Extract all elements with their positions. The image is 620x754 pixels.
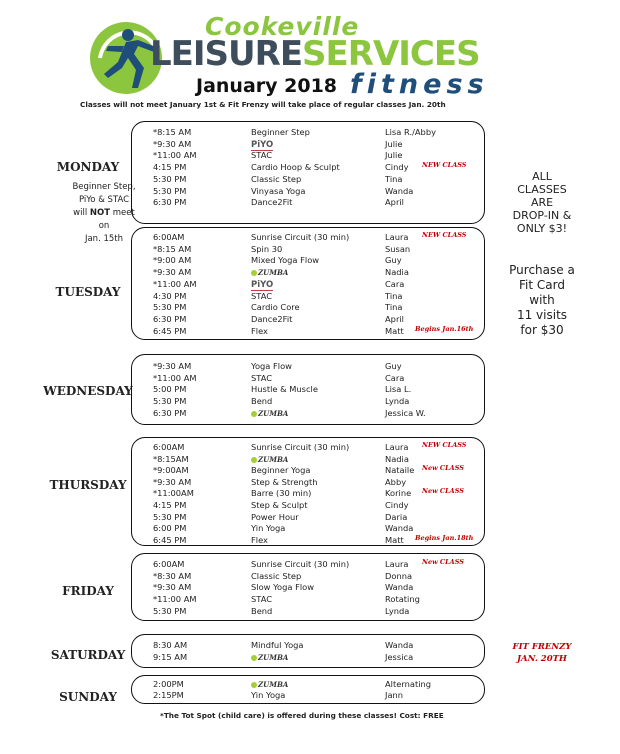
instructor-name: Alternating — [385, 679, 432, 689]
side-line: ALL — [532, 170, 552, 183]
schedule-row — [132, 174, 484, 185]
side-line: DROP-IN & — [512, 209, 572, 222]
class-time: 6:00 PM — [153, 523, 187, 534]
schedule-row — [132, 197, 484, 208]
class-name: Flex — [251, 534, 268, 545]
zumba-text: ZUMBA — [258, 408, 289, 418]
instructor-name: Wanda — [385, 582, 414, 593]
class-time: *11:00 AM — [153, 594, 197, 605]
class-time: *8:30 AM — [153, 570, 192, 581]
class-time: 5:30 PM — [153, 185, 187, 196]
schedule-row — [132, 582, 484, 593]
instructor-name: Nataile — [385, 465, 415, 476]
class-name: Yin Yoga — [251, 690, 286, 700]
instructor-name: Susan — [385, 243, 411, 254]
day-label-monday: MONDAY — [56, 160, 120, 174]
class-name: Hustle & Muscle — [251, 384, 318, 395]
instructor-name: Guy — [385, 361, 402, 371]
instructor-name: Korine — [385, 488, 412, 499]
instructor-name: Wanda — [385, 640, 414, 650]
class-time: 6:00AM — [153, 232, 185, 242]
class-name: Classic Step — [251, 570, 302, 581]
closure-notice: Classes will not meet January 1st & Fit Frenzy will take place of regular classes Jan. 20th — [80, 100, 446, 109]
class-time: 2:00PM — [153, 679, 184, 689]
piyo-logo: PiYO — [251, 279, 274, 290]
monday-note-text: will — [73, 208, 90, 218]
class-name: STAC — [251, 290, 273, 301]
class-name — [251, 454, 288, 465]
instructor-name: Lisa R./Abby — [385, 127, 436, 137]
instructor-name: April — [385, 313, 404, 324]
schedule-row — [132, 594, 484, 605]
class-time: *11:00 AM — [153, 150, 197, 161]
class-name: Mindful Yoga — [251, 640, 304, 650]
class-name: Bend — [251, 605, 273, 616]
class-time: *11:00AM — [153, 488, 194, 499]
class-time: 4:15 PM — [153, 162, 187, 173]
instructor-name: Laura — [385, 442, 409, 452]
monday-note-line: on — [98, 221, 110, 231]
day-label-saturday: SATURDAY — [50, 648, 126, 662]
schedule-row — [132, 679, 484, 690]
instructor-name: Matt — [385, 325, 404, 336]
class-time: *8:15 AM — [153, 127, 192, 137]
schedule-date: January 2018 — [196, 75, 338, 97]
schedule-box-saturday — [131, 634, 485, 668]
class-time: 5:30 PM — [153, 302, 187, 313]
class-time: 6:00AM — [153, 442, 185, 452]
instructor-name: Jessica W. — [385, 407, 426, 418]
instructor-name: Tina — [385, 302, 403, 313]
side-line: Fit Card — [519, 278, 565, 292]
frenzy-line: FIT FRENZY — [512, 642, 572, 652]
class-time: 2:15PM — [153, 690, 184, 700]
class-note-badge: New CLASS — [422, 558, 464, 566]
class-time: 9:15 AM — [153, 651, 188, 662]
schedule-row — [132, 291, 484, 302]
class-note-badge: NEW CLASS — [422, 161, 467, 170]
schedule-row — [132, 535, 484, 546]
instructor-name: Laura — [385, 232, 409, 242]
side-line: Purchase a — [509, 263, 575, 277]
class-time: 5:30 PM — [153, 173, 187, 184]
class-name — [251, 279, 273, 291]
schedule-row — [132, 396, 484, 407]
side-line: CLASSES — [517, 183, 567, 196]
schedule-row — [132, 186, 484, 197]
instructor-name: April — [385, 197, 404, 208]
schedule-row — [132, 232, 484, 243]
class-time: *9:30 AM — [153, 138, 192, 149]
schedule-row — [132, 244, 484, 255]
instructor-name: Lynda — [385, 605, 410, 616]
zumba-logo — [251, 652, 288, 663]
instructor-name: Tina — [385, 173, 403, 184]
frenzy-line: JAN. 20TH — [517, 654, 567, 664]
side-line: for $30 — [520, 323, 564, 337]
class-time: *11:00 AM — [153, 372, 197, 383]
class-name: Step & Sculpt — [251, 500, 308, 510]
zumba-logo — [251, 679, 288, 690]
class-time: 6:30 PM — [153, 313, 187, 324]
zumba-dot-icon — [251, 457, 257, 463]
instructor-name: Nadia — [385, 267, 409, 278]
class-note-badge: NEW CLASS — [422, 231, 467, 239]
class-note-badge: Begins Jan.18th — [415, 533, 474, 542]
class-time: 6:30 PM — [153, 197, 187, 208]
zumba-logo — [251, 454, 288, 465]
day-label-friday: FRIDAY — [62, 584, 114, 598]
class-time: 5:30 PM — [153, 511, 187, 522]
side-line: ARE — [530, 196, 554, 209]
brand-title — [150, 34, 480, 74]
instructor-name: Jann — [385, 690, 404, 700]
zumba-text: ZUMBA — [258, 652, 289, 662]
schedule-box-monday — [131, 121, 485, 224]
piyo-logo: PiYO — [251, 139, 274, 150]
class-name: Dance2Fit — [251, 197, 293, 208]
zumba-text: ZUMBA — [258, 454, 289, 464]
zumba-text: ZUMBA — [258, 680, 289, 689]
class-name: Sunrise Circuit (30 min) — [251, 559, 350, 569]
class-name — [251, 139, 273, 151]
class-time: 8:30 AM — [153, 640, 188, 650]
class-name: Sunrise Circuit (30 min) — [251, 232, 350, 242]
class-time: 6:45 PM — [153, 325, 187, 336]
schedule-row — [132, 267, 484, 278]
class-time: 4:15 PM — [153, 500, 187, 510]
class-name: Flex — [251, 325, 268, 336]
class-time: *8:15 AM — [153, 243, 192, 254]
drop-in-price-note — [493, 170, 591, 235]
fit-frenzy-note — [492, 641, 592, 665]
instructor-name: Wanda — [385, 523, 414, 534]
monday-note-line: Beginner Step, — [72, 182, 136, 192]
instructor-name: Cindy — [385, 162, 409, 173]
class-name — [251, 408, 288, 419]
zumba-logo — [251, 408, 288, 419]
brand-fitness: fitness — [350, 69, 489, 100]
zumba-logo — [251, 267, 288, 278]
class-name: Beginner Step — [251, 127, 310, 137]
zumba-dot-icon — [251, 411, 257, 417]
class-time: *8:15AM — [153, 453, 189, 464]
instructor-name: Lisa L. — [385, 384, 412, 395]
schedule-row — [132, 302, 484, 313]
schedule-row — [132, 640, 484, 651]
schedule-row — [132, 255, 484, 266]
schedule-box-thursday — [131, 437, 485, 546]
instructor-name: Guy — [385, 255, 402, 266]
schedule-box-tuesday — [131, 227, 485, 340]
brand-leisure: LEISURE — [150, 34, 303, 74]
schedule-row — [132, 162, 484, 173]
class-time: *9:30 AM — [153, 361, 192, 371]
instructor-name: Cara — [385, 372, 405, 383]
day-label-wednesday: WEDNESDAY — [43, 384, 133, 398]
side-line: with — [529, 293, 555, 307]
class-name: Vinyasa Yoga — [251, 185, 306, 196]
day-label-tuesday: TUESDAY — [55, 285, 121, 299]
schedule-row — [132, 488, 484, 499]
zumba-dot-icon — [251, 682, 257, 688]
instructor-name: Lynda — [385, 396, 410, 407]
class-name: STAC — [251, 150, 273, 161]
schedule-row — [132, 279, 484, 290]
class-name: Sunrise Circuit (30 min) — [251, 442, 350, 452]
instructor-name: Nadia — [385, 453, 409, 464]
instructor-name: Laura — [385, 559, 409, 569]
class-name: Slow Yoga Flow — [251, 582, 315, 593]
instructor-name: Daria — [385, 511, 408, 522]
class-time: 6:00AM — [153, 559, 185, 569]
schedule-row — [132, 326, 484, 337]
instructor-name: Tina — [385, 290, 403, 301]
class-name: Beginner Yoga — [251, 465, 311, 476]
monday-note-line: PiYo & STAC — [78, 195, 130, 205]
class-name — [251, 652, 288, 663]
schedule-row — [132, 408, 484, 419]
class-name: Power Hour — [251, 511, 299, 522]
day-label-sunday: SUNDAY — [59, 690, 117, 704]
day-label-thursday: THURSDAY — [49, 478, 127, 492]
instructor-name: Cindy — [385, 500, 409, 510]
class-time: 5:30 PM — [153, 396, 187, 407]
class-name: Bend — [251, 396, 273, 407]
monday-note-emphasis: NOT — [89, 208, 111, 218]
class-note-badge: NEW CLASS — [422, 441, 467, 449]
zumba-text: ZUMBA — [258, 268, 289, 278]
schedule-row — [132, 690, 484, 701]
schedule-row — [132, 465, 484, 476]
schedule-row — [132, 559, 484, 570]
brand-city: Cookeville — [205, 12, 360, 41]
instructor-name: Julie — [385, 138, 403, 149]
schedule-row — [132, 139, 484, 150]
class-time: 4:30 PM — [153, 290, 187, 301]
schedule-row — [132, 384, 484, 395]
class-name: Cardio Hoop & Sculpt — [251, 162, 340, 173]
class-time: *9:00AM — [153, 465, 189, 476]
schedule-row — [132, 652, 484, 663]
instructor-name: Donna — [385, 570, 413, 581]
class-time: 6:45 PM — [153, 534, 187, 545]
instructor-name: Wanda — [385, 185, 414, 196]
schedule-row — [132, 500, 484, 511]
class-name: Cardio Core — [251, 302, 300, 313]
class-time: 6:30 PM — [153, 407, 187, 418]
schedule-box-wednesday — [131, 354, 485, 425]
instructor-name: Cara — [385, 278, 405, 289]
class-time: *9:30 AM — [153, 267, 192, 278]
class-time: *9:00 AM — [153, 255, 192, 266]
schedule-row — [132, 127, 484, 138]
monday-note-line: Jan. 15th — [84, 234, 124, 244]
instructor-name: Matt — [385, 534, 404, 545]
class-name: STAC — [251, 594, 273, 605]
zumba-dot-icon — [251, 655, 257, 661]
class-time: 5:30 PM — [153, 605, 187, 616]
fit-card-offer — [490, 263, 594, 338]
class-name: Spin 30 — [251, 243, 283, 254]
class-name: Dance2Fit — [251, 313, 293, 324]
childcare-footer: *The Tot Spot (child care) is offered during these classes! Cost: FREE — [160, 711, 444, 720]
schedule-box-friday — [131, 553, 485, 621]
class-time: *9:30 AM — [153, 582, 192, 593]
class-name: Step & Strength — [251, 476, 318, 487]
schedule-row — [132, 512, 484, 523]
class-note-badge: New CLASS — [422, 487, 464, 496]
class-name: Yin Yoga — [251, 523, 286, 534]
brand-services: SERVICES — [302, 34, 480, 74]
class-name: Barre (30 min) — [251, 488, 312, 499]
class-time: 5:00 PM — [153, 384, 187, 395]
instructor-name: Jessica — [385, 651, 414, 662]
monday-note-text: meet — [110, 208, 135, 218]
class-time: *11:00 AM — [153, 278, 197, 289]
schedule-row — [132, 361, 484, 372]
zumba-dot-icon — [251, 270, 257, 276]
side-line: 11 visits — [516, 308, 568, 322]
instructor-name: Abby — [385, 476, 407, 487]
class-name: STAC — [251, 372, 273, 383]
side-line: ONLY $3! — [516, 222, 568, 235]
class-name: Mixed Yoga Flow — [251, 255, 320, 266]
class-note-badge: Begins Jan.16th — [415, 324, 474, 333]
class-note-badge: New CLASS — [422, 464, 464, 473]
class-time: *9:30 AM — [153, 476, 192, 487]
schedule-box-sunday — [131, 675, 485, 704]
instructor-name: Julie — [385, 150, 403, 161]
class-name — [251, 679, 288, 690]
instructor-name: Rotating — [385, 594, 420, 605]
schedule-row — [132, 571, 484, 582]
schedule-row — [132, 442, 484, 453]
schedule-row — [132, 373, 484, 384]
class-name — [251, 267, 288, 278]
class-name: Yoga Flow — [251, 361, 292, 371]
schedule-row — [132, 606, 484, 617]
class-name: Classic Step — [251, 173, 302, 184]
